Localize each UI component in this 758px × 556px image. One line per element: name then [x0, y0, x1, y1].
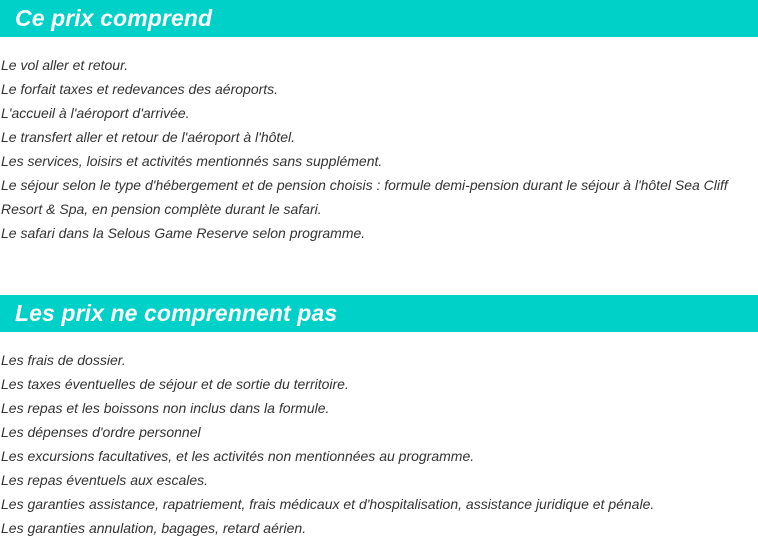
- list-item: Le transfert aller et retour de l'aéroport à l'hôtel.: [1, 129, 296, 145]
- list-item: Le vol aller et retour.: [1, 57, 129, 73]
- list-item: Les repas et les boissons non inclus dans la formule.: [1, 400, 330, 416]
- list-item: Les services, loisirs et activités mentionnés sans supplément.: [1, 153, 383, 169]
- price-includes-header: [0, 0, 758, 37]
- list-item: Les repas éventuels aux escales.: [1, 472, 209, 488]
- price-excludes-header: [0, 295, 758, 332]
- list-item: Le forfait taxes et redevances des aéroports.: [1, 81, 279, 97]
- price-excludes-title: Les prix ne comprennent pas: [15, 300, 338, 326]
- price-includes-section: [0, 0, 758, 245]
- price-includes-title: Ce prix comprend: [15, 5, 213, 31]
- list-item: Le séjour selon le type d'hébergement et de pension choisis : formule demi-pension durant le séjour à l'hôtel Sea Cliff Resort & Spa, en pension complète durant le safari.: [1, 177, 728, 217]
- list-item: Les garanties assistance, rapatriement, frais médicaux et d'hospitalisation, assistance juridique et pénale.: [1, 496, 655, 512]
- list-item: Les dépenses d'ordre personnel: [1, 424, 201, 440]
- list-item: L'accueil à l'aéroport d'arrivée.: [1, 105, 190, 121]
- list-item: Les frais de dossier.: [1, 352, 126, 368]
- price-excludes-list: [0, 348, 758, 540]
- price-excludes-section: [0, 295, 758, 540]
- list-item: Le safari dans la Selous Game Reserve selon programme.: [1, 225, 366, 241]
- list-item: Les excursions facultatives, et les activités non mentionnées au programme.: [1, 448, 475, 464]
- list-item: Les taxes éventuelles de séjour et de sortie du territoire.: [1, 376, 349, 392]
- list-item: Les garanties annulation, bagages, retard aérien.: [1, 520, 307, 536]
- price-includes-list: [0, 53, 758, 245]
